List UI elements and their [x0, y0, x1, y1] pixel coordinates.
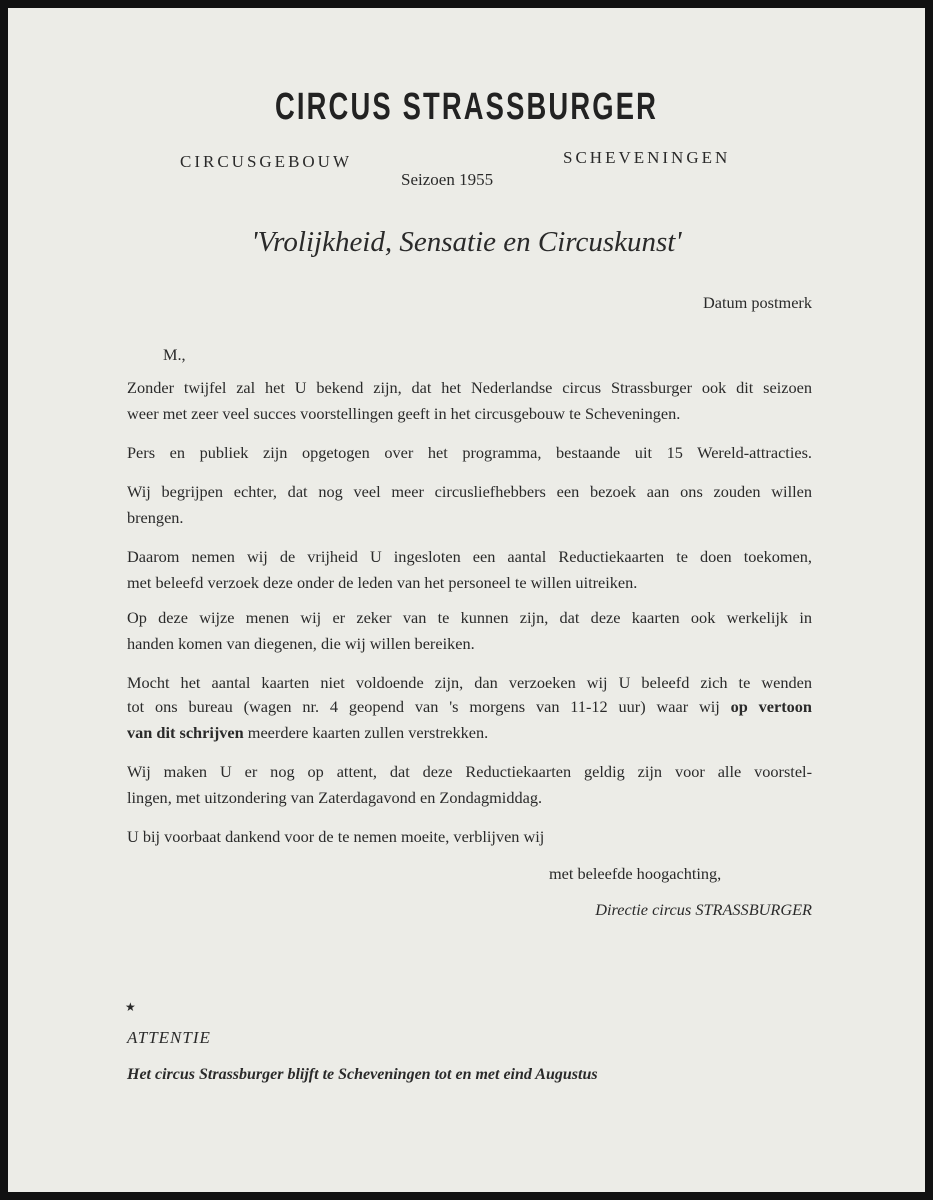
attention-heading: ATTENTIE: [127, 1028, 211, 1047]
body-line: Zonder twijfel zal het U bekend zijn, dat het Nederlandse circus Strassburger ook dit seizoen: [127, 378, 812, 397]
body-line: Wij begrijpen echter, dat nog veel meer circusliefhebbers een bezoek aan ons zouden willen: [127, 482, 812, 501]
body-line: met beleefd verzoek deze onder de leden van het personeel te willen uitreiken.: [127, 573, 638, 592]
attention-note: Het circus Strassburger blijft te Scheveningen tot en met eind Augustus: [127, 1066, 598, 1083]
body-line: [127, 723, 812, 743]
salutation: M.,: [163, 345, 186, 364]
body-line: Daarom nemen wij de vrijheid U ingesloten een aantal Reductiekaarten te doen toekomen,: [127, 547, 812, 566]
body-line: Pers en publiek zijn opgetogen over het programma, bestaande uit 15 Wereld-attracties.: [127, 443, 812, 462]
letterhead-left: CIRCUSGEBOUW: [180, 152, 353, 171]
star-icon: ★: [125, 1000, 136, 1014]
body-line: handen komen van diegenen, die wij willen bereiken.: [127, 634, 475, 653]
body-text: meerdere kaarten zullen verstrekken.: [247, 723, 489, 742]
season: Seizoen 1955: [401, 170, 494, 189]
body-line: U bij voorbaat dankend voor de te nemen moeite, verblijven wij: [127, 827, 545, 846]
date-line: Datum postmerk: [703, 293, 812, 312]
letterhead-title: CIRCUS STRASSBURGER: [274, 86, 659, 128]
slogan: 'Vrolijkheid, Sensatie en Circuskunst': [251, 226, 682, 258]
closing: met beleefde hoogachting,: [549, 864, 722, 883]
body-line: lingen, met uitzondering van Zaterdagavond en Zondagmiddag.: [127, 788, 543, 807]
body-line: Op deze wijze menen wij er zeker van te kunnen zijn, dat deze kaarten ook werkelijk in: [127, 608, 812, 627]
signature: Directie circus STRASSBURGER: [595, 900, 812, 919]
body-line: brengen.: [127, 508, 184, 527]
letterhead-right: SCHEVENINGEN: [563, 148, 731, 167]
body-line: [127, 697, 812, 717]
body-line: weer met zeer veel succes voorstellingen geeft in het circusgebouw te Scheveningen.: [127, 404, 681, 423]
emphasis-text: op vertoon: [730, 697, 812, 716]
emphasis-text: van dit schrijven: [127, 723, 244, 742]
body-line: Wij maken U er nog op attent, dat deze Reductiekaarten geldig zijn voor alle voorstel-: [127, 762, 812, 781]
body-text: tot ons bureau (wagen nr. 4 geopend van 's morgens van 11-12 uur) waar wij: [127, 697, 720, 716]
body-line: Mocht het aantal kaarten niet voldoende zijn, dan verzoeken wij U beleefd zich te wenden: [127, 673, 812, 692]
